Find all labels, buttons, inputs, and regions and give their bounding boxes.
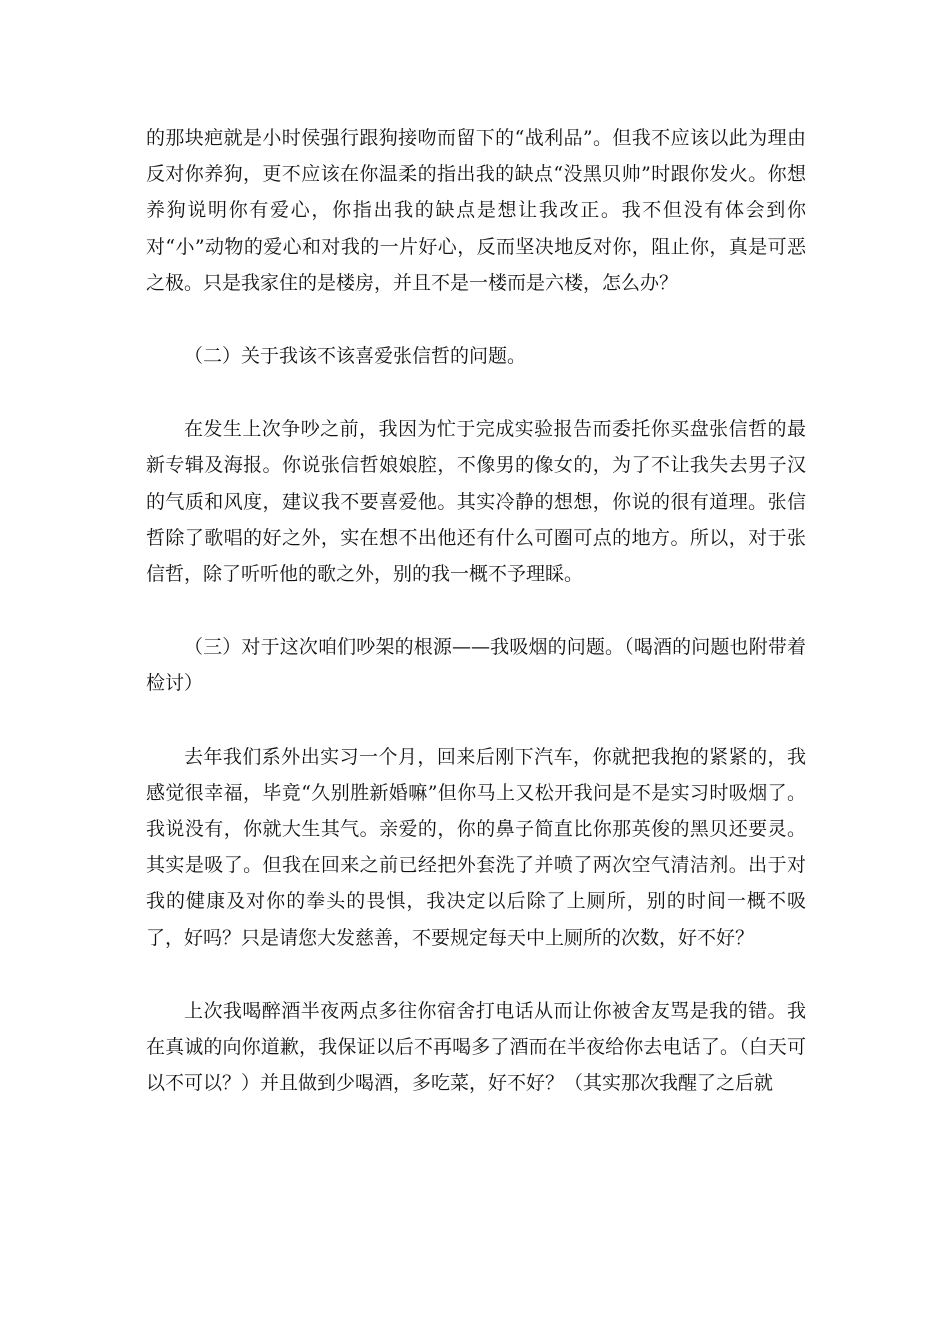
document-body	[146, 120, 806, 1101]
paragraph-zhang-xinzhe: 在发生上次争吵之前，我因为忙于完成实验报告而委托你买盘张信哲的最新专辑及海报。你说张信哲娘娘腔，不像男的像女的，为了不让我失去男子汉的气质和风度，建议我不要喜爱他。其实冷静的想想，你说的很有道理。张信哲除了歌唱的好之外，实在想不出他还有什么可圈可点的地方。所以，对于张信哲，除了听听他的歌之外，别的我一概不予理睬。	[146, 418, 806, 586]
paragraph-dog-scar: 的那块疤就是小时侯强行跟狗接吻而留下的“战利品”。但我不应该以此为理由反对你养狗，更不应该在你温柔的指出我的缺点“没黑贝帅”时跟你发火。你想养狗说明你有爱心，你指出我的缺点是想让我改正。我不但没有体会到你对“小”动物的爱心和对我的一片好心，反而坚决地反对你，阻止你，真是可恶之极。只是我家住的是楼房，并且不是一楼而是六楼，怎么办？	[146, 127, 806, 294]
section-heading-zhang-xinzhe: （二）关于我该不该喜爱张信哲的问题。	[184, 345, 527, 368]
paragraph-drinking: 上次我喝醉酒半夜两点多往你宿舍打电话从而让你被舍友骂是我的错。我在真诚的向你道歉，我保证以后不再喝多了酒而在半夜给你去电话了。（白天可以不可以？）并且做到少喝酒，多吃菜，好不好？（其实那次我醒了之后就	[146, 999, 806, 1095]
section-heading-smoking: （三）对于这次咱们吵架的根源——我吸烟的问题。（喝酒的问题也附带着检讨）	[146, 636, 806, 695]
paragraph-smoking: 去年我们系外出实习一个月，回来后刚下汽车，你就把我抱的紧紧的，我感觉很幸福，毕竟“久别胜新婚嘛”但你马上又松开我问是不是实习时吸烟了。我说没有，你就大生其气。亲爱的，你的鼻子简直比你那英俊的黑贝还要灵。其实是吸了。但我在回来之前已经把外套洗了并喷了两次空气清洁剂。出于对我的健康及对你的拳头的畏惧，我决定以后除了上厕所，别的时间一概不吸了，好吗？只是请您大发慈善，不要规定每天中上厕所的次数，好不好？	[146, 745, 806, 949]
